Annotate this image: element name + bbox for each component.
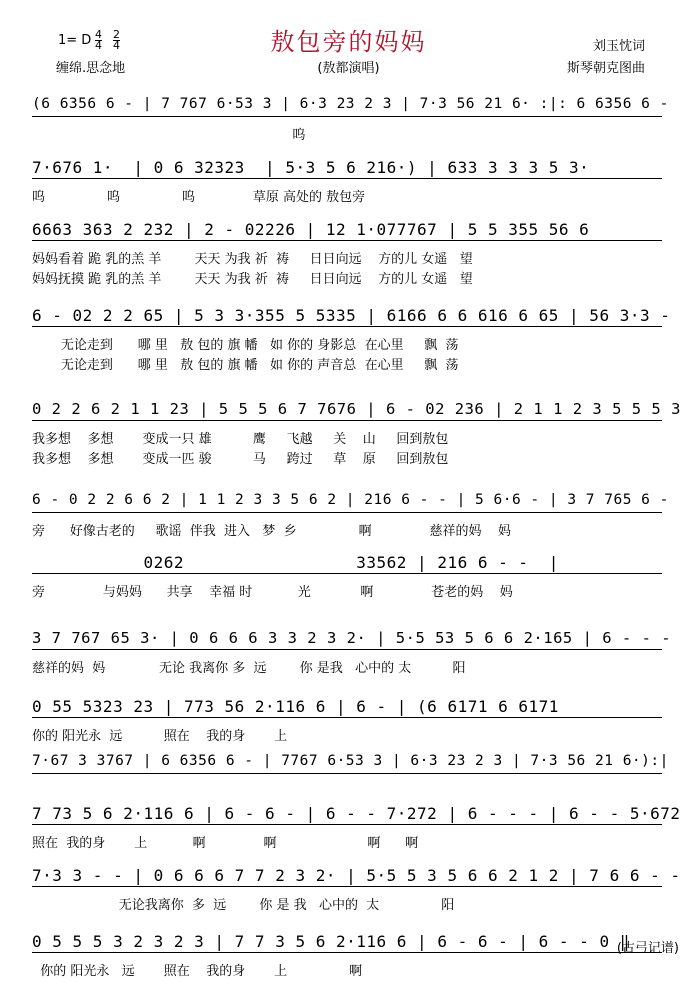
lyric-line: 无论我离你 多 远 你 是 我 心中的 太 阳 [32,898,455,913]
notation-row: 7 73 5 6 2·116 6 | 6 - 6 - | 6 - - 7·272 | 6 - - - | 6 - - 5·672 [32,804,681,823]
lyric-line: 慈祥的妈 妈 无论 我离你 多 远 你 是我 心中的 太 阳 [32,661,466,676]
notation-row: 0 5 5 5 3 2 3 2 3 | 7 7 3 5 6 2·116 6 | 6 - 6 - | 6 - - 0 ‖ [32,932,630,951]
beam-line [32,116,662,117]
lyric-line: 旁 好像古老的 歌谣 伴我 进入 梦 乡 啊 慈祥的妈 妈 [32,524,512,539]
beam-line [32,952,662,953]
beam-line [32,326,662,327]
notation-row: 7·67 3 3767 | 6 6356 6 - | 7767 6·53 3 | 6·3 23 2 3 | 7·3 56 21 6·):| [32,753,669,769]
beam-line [32,886,662,887]
beam-line [32,824,662,825]
lyric-line: 我多想 多想 变成一只 雄 鹰 飞越 关 山 回到敖包 [32,432,449,447]
beam-line [32,420,662,421]
notation-row: 0262 33562 | 216 6 - - | [32,553,559,572]
time-signature-4-4: 4 4 [95,28,102,52]
lyric-line: 妈妈看着 跪 乳的羔 羊 天天 为我 祈 祷 日日向远 方的儿 女遥 望 [32,252,473,267]
song-title: 敖包旁的妈妈 [270,28,427,56]
notation-row: (6 6356 6 - | 7 767 6·53 3 | 6·3 23 2 3 | 7·3 56 21 6· :|: 6 6356 6 - [32,96,669,112]
notation-row: 0 2 2 6 2 1 1 23 | 5 5 5 6 7 7676 | 6 - 02 236 | 2 1 1 2 3 5 5 5 3 [32,400,681,418]
time-signature-2-4: 2 4 [113,28,120,52]
lyric-line: 呜 呜 呜 草原 高处的 敖包旁 [32,190,366,205]
beam-line [32,512,662,513]
notation-row: 6 - 02 2 2 65 | 5 3 3·355 5 5335 | 6166 6 6 616 6 65 | 56 3·3 - [32,306,671,325]
beam-line [32,178,662,179]
lyric-line: 无论走到 哪 里 敖 包的 旗 幡 如 你的 声音总 在心里 飘 荡 [32,358,459,373]
lyric-line: 你的 阳光永 远 照在 我的身 上 [32,729,288,744]
beam-line [32,573,662,574]
composer: 斯琴朝克图曲 [566,61,645,76]
lyric-line: 无论走到 哪 里 敖 包的 旗 幡 如 你的 身影总 在心里 飘 荡 [32,338,459,353]
source-note: (古弓记谱) [616,941,679,956]
lyric-line: 你的 阳光永 远 照在 我的身 上 啊 [32,964,363,979]
notation-row: 3 7 767 65 3· | 0 6 6 6 3 3 2 3 2· | 5·5 53 5 6 6 2·165 | 6 - - - [32,629,672,647]
lyric-line: 照在 我的身 上 啊 啊 啊 啊 [32,836,419,851]
lyricist: 刘玉忱词 [592,39,645,54]
expression-marking: 缠绵.思念地 [56,61,126,76]
lyric-line: 旁 与妈妈 共享 幸福 时 光 啊 苍老的妈 妈 [32,585,513,600]
lyric-line: 妈妈抚摸 跪 乳的羔 羊 天天 为我 祈 祷 日日向远 方的儿 女遥 望 [32,272,473,287]
beam-line [32,773,662,774]
beam-line [32,240,662,241]
notation-row: 6 - 0 2 2 6 6 2 | 1 1 2 3 3 5 6 2 | 216 6 - - | 5 6·6 - | 3 7 765 6 - [32,492,669,508]
notation-row: 6663 363 2 232 | 2 - 02226 | 12 1·077767 | 5 5 355 56 6 [32,220,590,239]
beam-line [32,717,662,718]
lyric-line: 我多想 多想 变成一匹 骏 马 跨过 草 原 回到敖包 [32,452,449,467]
notation-row: 0 55 5323 23 | 773 56 2·116 6 | 6 - | (6 6171 6 6171 [32,697,559,716]
lyric-line: 呜 [32,128,306,143]
notation-row: 7·3 3 - - | 0 6 6 6 7 7 2 3 2· | 5·5 5 3 5 6 6 2 1 2 | 7 6 6 - - [32,866,681,885]
notation-row: 7·676 1· | 0 6 32323 | 5·3 5 6 216·) | 633 3 3 3 5 3· [32,158,590,177]
performer: (敖都演唱) [317,61,380,76]
key-signature: 1= D [58,33,92,48]
beam-line [32,649,662,650]
